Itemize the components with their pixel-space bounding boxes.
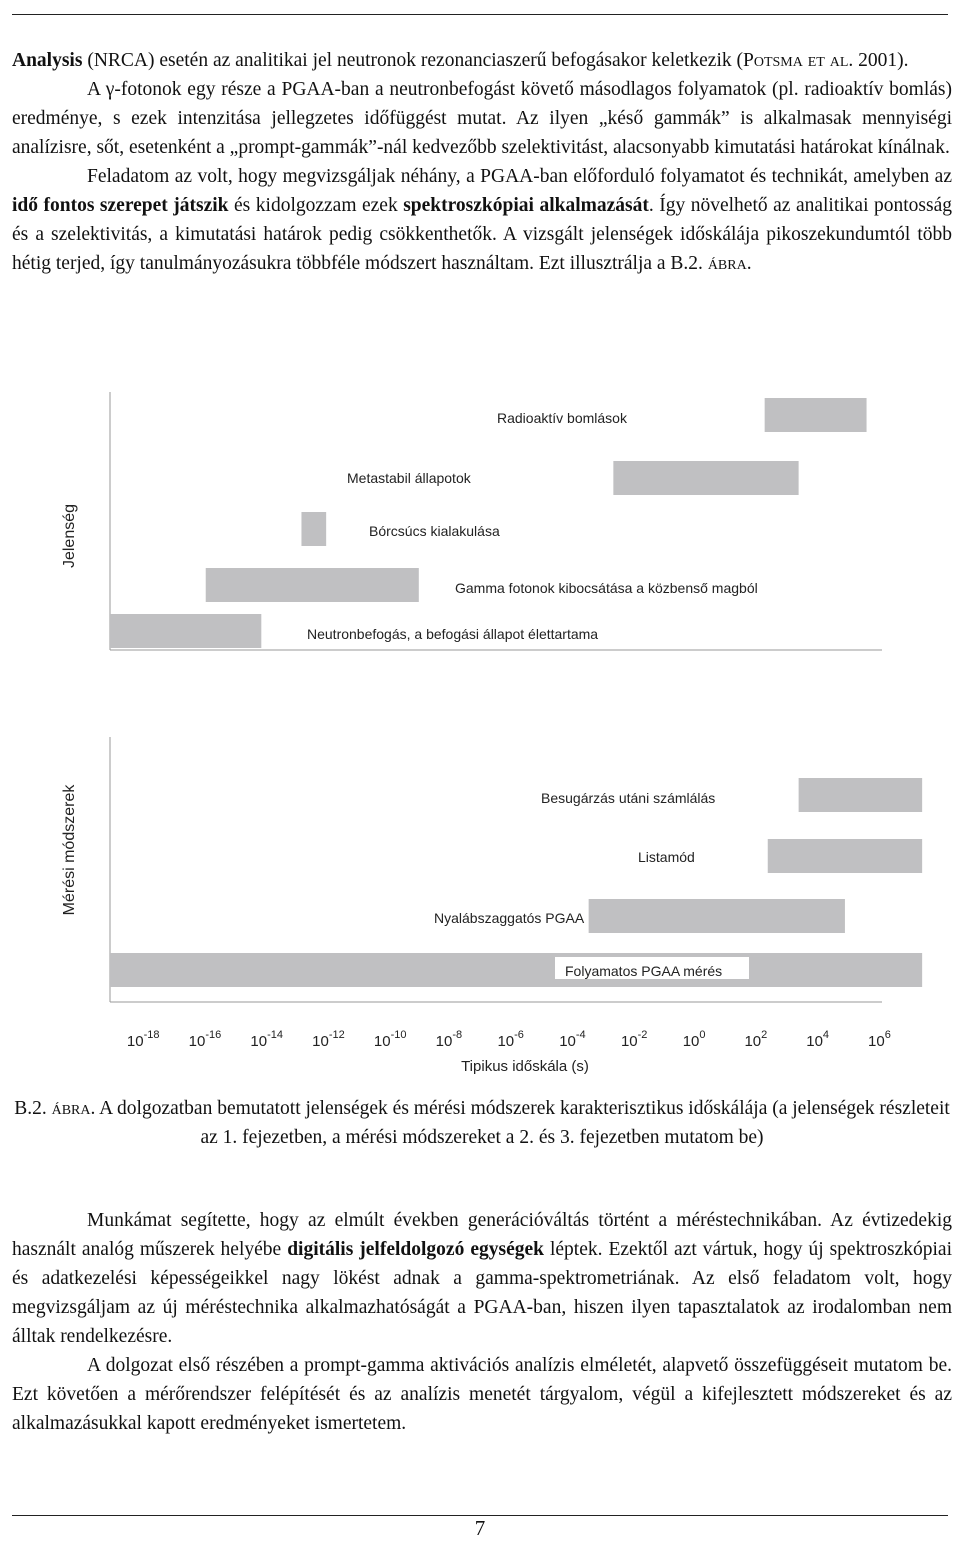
x-tick-label: $10^{-14}$ — [250, 1029, 283, 1050]
body-text — [12, 1206, 952, 1438]
x-tick-label: $10^{-10}$ — [373, 1029, 407, 1050]
x-tick-label: $10^6$ — [868, 1029, 891, 1050]
bar-label: Radioaktív bomlások — [497, 410, 627, 426]
x-tick-label: $10^{-8}$ — [435, 1029, 463, 1050]
body-paragraph-2: A dolgozat első részében a prompt-gamma aktivációs analízis elméletét, alapvető összefüggéseit mutatom be. Ezt követően a mérőrendszer felépítését és az analízis menetét tárgyalom, végül a kifejlesztett módszereket és az alkalmazásukkal kapott eredményeket ismertetem. — [12, 1355, 952, 1434]
range-bar — [799, 778, 923, 812]
x-tick-label: $10^{-4}$ — [559, 1029, 586, 1050]
bar-label: Metastabil állapotok — [347, 470, 471, 486]
range-bar — [206, 568, 419, 602]
group-label: Jelenség — [61, 503, 78, 569]
range-bar — [110, 614, 261, 648]
citation-author: Potsma et al. — [743, 50, 854, 71]
intro-paragraph-2: A γ-fotonok egy része a PGAA-ban a neutronbefogást követő másodlagos folyamatok (pl. radioaktív bomlás) eredménye, s ezek intenzitása jellegzetes időfüggést mutat. Az ilyen „késő gammák” is alkalmasak mennyiségi analízisre, sőt, esetenként a „prompt-gammák”-nál kedvezőbb szelektivitást, alacsonyabb kimutatási határokat kínálnak. — [12, 79, 952, 158]
x-tick-label: $10^0$ — [682, 1029, 706, 1050]
x-tick-label: $10^{-16}$ — [188, 1029, 222, 1050]
bar-label: Bórcsúcs kialakulása — [369, 523, 500, 539]
p3-text-2: és kidolgozzam ezek — [228, 195, 404, 216]
figure-caption — [12, 1094, 952, 1152]
citation-year: 2001). — [853, 50, 909, 71]
x-tick-label: $10^{-6}$ — [497, 1029, 524, 1050]
figure-reference: ábra — [707, 253, 747, 274]
x-tick-label: $10^{-2}$ — [620, 1029, 648, 1050]
bar-label: Folyamatos PGAA mérés — [565, 963, 723, 979]
caption-number: B.2. — [14, 1098, 52, 1119]
body-p1-bold: digitális jelfeldolgozó egységek — [287, 1239, 544, 1260]
range-bar — [301, 512, 326, 546]
bar-label: Nyalábszaggatós PGAA — [434, 910, 585, 926]
bar-label: Listamód — [638, 849, 695, 865]
bar-label: Neutronbefogás, a befogási állapot élettartama — [307, 626, 599, 642]
intro-p1-text: (NRCA) esetén az analitikai jel neutronok rezonanciaszerű befogásakor keletkezik ( — [82, 50, 743, 71]
p3-bold-2: spektroszkópiai alkalmazását — [403, 195, 649, 216]
p3-bold-1: idő fontos szerepet játszik — [12, 195, 229, 216]
caption-word: ábra — [51, 1098, 91, 1119]
bold-term: Analysis — [12, 50, 83, 71]
range-bar — [768, 839, 922, 873]
p3-text-4: . — [746, 253, 752, 274]
x-tick-label: $10^4$ — [806, 1029, 830, 1050]
body-paragraph-1 — [12, 1206, 952, 1351]
x-tick-label: $10^{-18}$ — [126, 1029, 160, 1050]
p3-text-3: . Így növelhető az analitikai pontosság és a szelektivitás, a kimutatási határok pedig csökkenthetők. A vizsgált jelenségek időskálája pikoszekundumtól több hétig terjed, így tanulmányozásukra többféle módszert használtam. Ezt illusztrálja a B.2. — [12, 195, 952, 274]
body-p1-text-2: léptek. Ezektől azt vártuk, hogy új spektroszkópiai és adatkezelési képességeikkel nagy lökést adnak a gamma-spektrometriának. Az első feladatom volt, hogy megvizsgáljam az új méréstechnika alkalmazhatóságát a PGAA-ban, hiszen ilyen tapasztalatok az irodalomban nem álltak rendelkezésre. — [12, 1239, 952, 1347]
range-bar — [589, 899, 845, 933]
body-p1-text-1: Munkámat segítette, hogy az elmúlt években generációváltás történt a méréstechnikában. Az évtizedekig használt analóg műszerek helyébe — [12, 1210, 952, 1260]
range-bar — [110, 953, 922, 987]
page-number: 7 — [474, 1516, 486, 1540]
x-tick-label: $10^2$ — [744, 1029, 768, 1050]
bar-label: Besugárzás utáni számlálás — [541, 790, 716, 806]
x-axis-title: Tipikus időskála (s) — [461, 1058, 589, 1075]
x-tick-label: $10^{-12}$ — [312, 1029, 345, 1050]
p3-text-1: Feladatom az volt, hogy megvizsgáljak néhány, a PGAA-ban előforduló folyamatot és technikát, amelyben az — [87, 166, 952, 187]
range-bar — [613, 461, 798, 495]
group-label: Mérési módszerek — [61, 784, 78, 916]
range-bar — [765, 398, 867, 432]
caption-text: . A dolgozatban bemutatott jelenségek és mérési módszerek karakterisztikus időskálája (a jelenségek részleteit az 1. fejezetben, a mérési módszereket a 2. és 3. fejezetben mutatom be) — [90, 1098, 950, 1148]
bar-label: Gamma fotonok kibocsátása a közbenső magból — [455, 580, 758, 596]
